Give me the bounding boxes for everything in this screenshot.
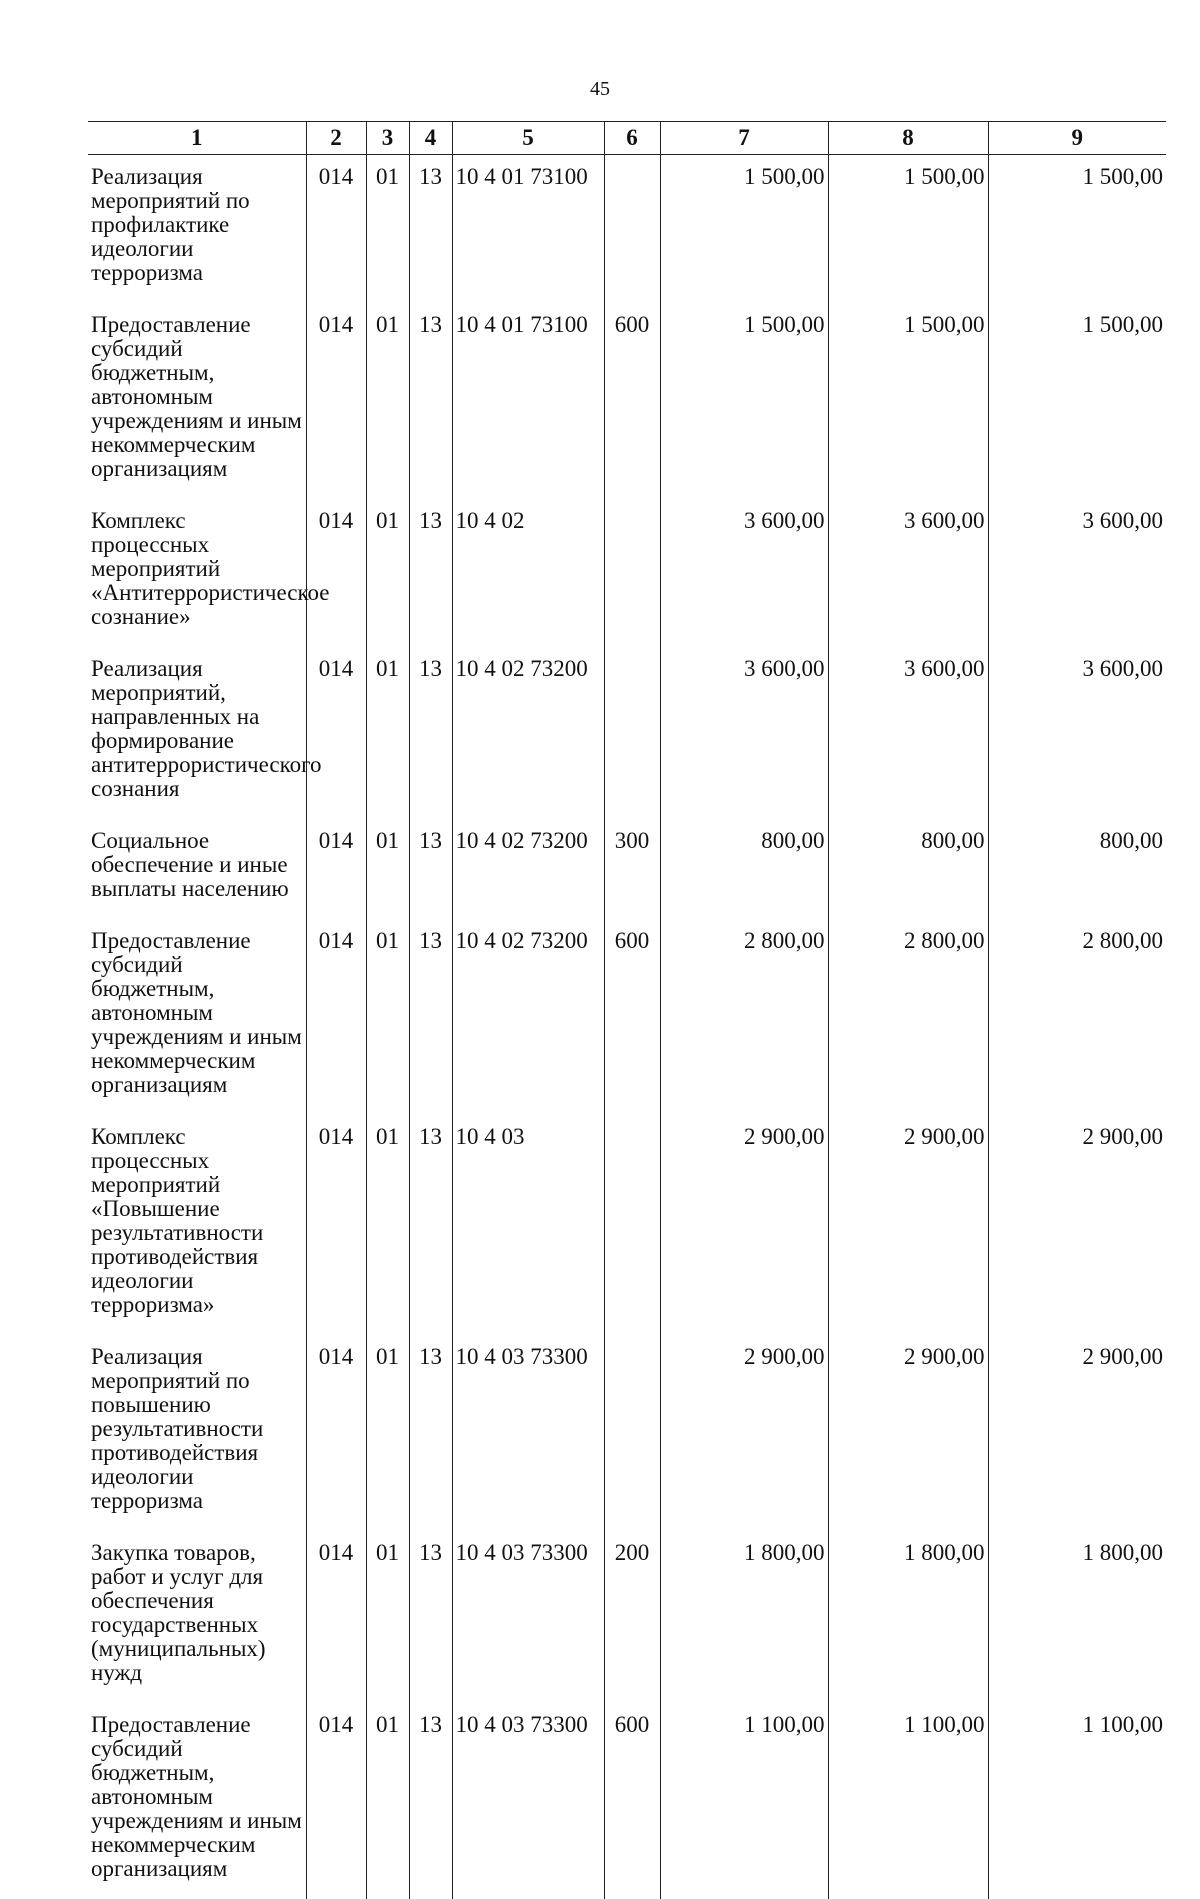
ministry-code-cell: 014 (306, 1115, 366, 1335)
subsection-code-cell: 13 (409, 1335, 452, 1531)
amount-col7-cell: 1 500,00 (660, 303, 828, 499)
amount-col7-cell: 1 800,00 (660, 1531, 828, 1703)
subsection-code-cell: 13 (409, 1531, 452, 1703)
page-number: 45 (0, 78, 1200, 101)
table-row (88, 1115, 1166, 1335)
item-name-cell: Комплекс процессных мероприятий «Повышение результативности противодействия идеологии терроризма» (88, 1115, 306, 1335)
item-name-cell: Комплекс процессных мероприятий «Антитеррористическое сознание» (88, 499, 306, 647)
target-article-cell: 10 4 01 73100 (452, 155, 604, 304)
column-header: 1 (88, 122, 306, 155)
target-article-cell: 10 4 02 73200 (452, 919, 604, 1115)
item-name-cell: Закупка товаров, работ и услуг для обеспечения государственных (муниципальных) нужд (88, 1531, 306, 1703)
amount-col7-cell: 1 100,00 (660, 1703, 828, 1899)
expense-type-cell: 600 (604, 1703, 660, 1899)
amount-col9-cell: 1 500,00 (988, 155, 1166, 304)
table-body (88, 155, 1166, 1899)
amount-col9-cell: 3 600,00 (988, 499, 1166, 647)
target-article-cell: 10 4 02 73200 (452, 647, 604, 819)
column-header: 6 (604, 122, 660, 155)
amount-col9-cell: 1 100,00 (988, 1703, 1166, 1899)
ministry-code-cell: 014 (306, 1703, 366, 1899)
section-code-cell: 01 (366, 919, 409, 1115)
ministry-code-cell: 014 (306, 303, 366, 499)
expense-type-cell (604, 1335, 660, 1531)
item-name-cell: Предоставление субсидий бюджетным, автономным учреждениям и иным некоммерческим организациям (88, 1703, 306, 1899)
amount-col7-cell: 3 600,00 (660, 647, 828, 819)
amount-col9-cell: 1 800,00 (988, 1531, 1166, 1703)
item-name-cell: Реализация мероприятий, направленных на формирование антитеррористического сознания (88, 647, 306, 819)
table-row (88, 1531, 1166, 1703)
amount-col7-cell: 2 900,00 (660, 1115, 828, 1335)
expense-type-cell (604, 1115, 660, 1335)
target-article-cell: 10 4 01 73100 (452, 303, 604, 499)
subsection-code-cell: 13 (409, 499, 452, 647)
ministry-code-cell: 014 (306, 1335, 366, 1531)
expense-type-cell: 600 (604, 919, 660, 1115)
column-header: 8 (828, 122, 988, 155)
item-name-cell: Предоставление субсидий бюджетным, автономным учреждениям и иным некоммерческим организациям (88, 303, 306, 499)
column-header: 7 (660, 122, 828, 155)
amount-col8-cell: 3 600,00 (828, 647, 988, 819)
section-code-cell: 01 (366, 303, 409, 499)
section-code-cell: 01 (366, 1703, 409, 1899)
expense-type-cell: 300 (604, 819, 660, 919)
amount-col9-cell: 2 900,00 (988, 1335, 1166, 1531)
item-name-cell: Социальное обеспечение и иные выплаты населению (88, 819, 306, 919)
subsection-code-cell: 13 (409, 819, 452, 919)
target-article-cell: 10 4 02 73200 (452, 819, 604, 919)
header-row (88, 122, 1166, 155)
amount-col7-cell: 3 600,00 (660, 499, 828, 647)
expense-type-cell: 600 (604, 303, 660, 499)
amount-col9-cell: 3 600,00 (988, 647, 1166, 819)
ministry-code-cell: 014 (306, 647, 366, 819)
table-row (88, 499, 1166, 647)
amount-col9-cell: 1 500,00 (988, 303, 1166, 499)
target-article-cell: 10 4 03 (452, 1115, 604, 1335)
amount-col8-cell: 2 800,00 (828, 919, 988, 1115)
table-row (88, 1703, 1166, 1899)
item-name-cell: Реализация мероприятий по повышению результативности противодействия идеологии терроризма (88, 1335, 306, 1531)
ministry-code-cell: 014 (306, 499, 366, 647)
item-name-cell: Реализация мероприятий по профилактике идеологии терроризма (88, 155, 306, 304)
amount-col8-cell: 1 500,00 (828, 303, 988, 499)
column-header: 9 (988, 122, 1166, 155)
table-row (88, 647, 1166, 819)
section-code-cell: 01 (366, 1335, 409, 1531)
budget-table (88, 121, 1166, 1899)
subsection-code-cell: 13 (409, 1703, 452, 1899)
table-row (88, 819, 1166, 919)
amount-col7-cell: 2 800,00 (660, 919, 828, 1115)
amount-col8-cell: 1 100,00 (828, 1703, 988, 1899)
ministry-code-cell: 014 (306, 155, 366, 304)
amount-col8-cell: 3 600,00 (828, 499, 988, 647)
amount-col8-cell: 2 900,00 (828, 1335, 988, 1531)
subsection-code-cell: 13 (409, 919, 452, 1115)
target-article-cell: 10 4 03 73300 (452, 1335, 604, 1531)
section-code-cell: 01 (366, 647, 409, 819)
expense-type-cell (604, 155, 660, 304)
ministry-code-cell: 014 (306, 1531, 366, 1703)
subsection-code-cell: 13 (409, 303, 452, 499)
item-name-cell: Предоставление субсидий бюджетным, автономным учреждениям и иным некоммерческим организациям (88, 919, 306, 1115)
amount-col9-cell: 800,00 (988, 819, 1166, 919)
ministry-code-cell: 014 (306, 919, 366, 1115)
table-row (88, 155, 1166, 304)
amount-col9-cell: 2 900,00 (988, 1115, 1166, 1335)
section-code-cell: 01 (366, 499, 409, 647)
subsection-code-cell: 13 (409, 1115, 452, 1335)
column-header: 4 (409, 122, 452, 155)
section-code-cell: 01 (366, 1531, 409, 1703)
ministry-code-cell: 014 (306, 819, 366, 919)
section-code-cell: 01 (366, 1115, 409, 1335)
column-header: 2 (306, 122, 366, 155)
expense-type-cell (604, 499, 660, 647)
amount-col7-cell: 800,00 (660, 819, 828, 919)
column-header: 3 (366, 122, 409, 155)
expense-type-cell (604, 647, 660, 819)
table-row (88, 919, 1166, 1115)
amount-col8-cell: 800,00 (828, 819, 988, 919)
amount-col8-cell: 1 500,00 (828, 155, 988, 304)
subsection-code-cell: 13 (409, 155, 452, 304)
section-code-cell: 01 (366, 819, 409, 919)
amount-col8-cell: 1 800,00 (828, 1531, 988, 1703)
expense-type-cell: 200 (604, 1531, 660, 1703)
section-code-cell: 01 (366, 155, 409, 304)
target-article-cell: 10 4 03 73300 (452, 1703, 604, 1899)
target-article-cell: 10 4 02 (452, 499, 604, 647)
amount-col7-cell: 2 900,00 (660, 1335, 828, 1531)
subsection-code-cell: 13 (409, 647, 452, 819)
amount-col9-cell: 2 800,00 (988, 919, 1166, 1115)
table-row (88, 303, 1166, 499)
column-header: 5 (452, 122, 604, 155)
table-row (88, 1335, 1166, 1531)
target-article-cell: 10 4 03 73300 (452, 1531, 604, 1703)
amount-col8-cell: 2 900,00 (828, 1115, 988, 1335)
amount-col7-cell: 1 500,00 (660, 155, 828, 304)
